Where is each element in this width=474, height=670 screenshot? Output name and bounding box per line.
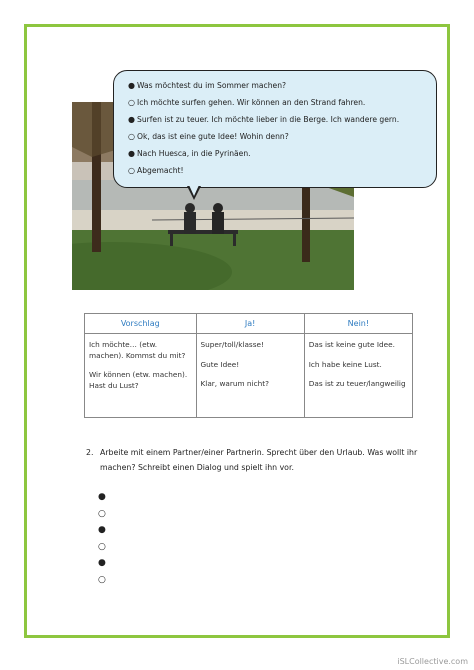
answer-bullet: ○ xyxy=(98,541,106,552)
speech-bubble-tail-fill xyxy=(189,185,199,196)
phrase: Gute Idee! xyxy=(200,359,240,369)
dialog-line: ○ Ich möchte surfen gehen. Wir können an den Strand fahren. xyxy=(128,98,366,107)
phrase: Super/toll/klasse! xyxy=(200,340,264,349)
dialog-line: ● Was möchtest du im Sommer machen? xyxy=(128,81,287,90)
answer-bullet: ● xyxy=(98,525,106,535)
answer-bullet: ● xyxy=(98,492,106,502)
phrase: Klar, warum nicht? xyxy=(200,379,269,389)
cell-ja xyxy=(196,334,304,418)
header-nein: Nein! xyxy=(304,314,412,334)
phrase: Das ist zu teuer/langweilig xyxy=(308,379,406,389)
answer-bullet: ○ xyxy=(98,574,106,585)
dialog-line: ● Surfen ist zu teuer. Ich möchte lieber in die Berge. Ich wandere gern. xyxy=(128,115,400,124)
phrase: Wir können (etw. machen). Hast du Lust? xyxy=(89,370,188,390)
answer-bullet: ○ xyxy=(98,508,106,519)
answer-bullet-list xyxy=(98,492,106,591)
cell-nein xyxy=(304,334,412,418)
phrase: Ich möchte… (etw. machen). Kommst du mit? xyxy=(89,340,186,360)
task-number: 2. xyxy=(86,448,94,457)
dialog-line: ○ Ok, das ist eine gute Idee! Wohin denn? xyxy=(128,132,289,141)
phrase: Das ist keine gute Idee. xyxy=(308,340,395,349)
answer-bullet: ● xyxy=(98,558,106,568)
dialog-line: ○ Abgemacht! xyxy=(128,166,184,175)
cell-vorschlag xyxy=(85,334,197,418)
header-ja: Ja! xyxy=(196,314,304,334)
header-vorschlag: Vorschlag xyxy=(85,314,197,334)
phrases-table xyxy=(84,313,413,418)
phrase: Ich habe keine Lust. xyxy=(308,359,382,369)
dialog-line: ● Nach Huesca, in die Pyrinäen. xyxy=(128,149,251,158)
task-2 xyxy=(86,445,426,475)
watermark: iSLCollective.com xyxy=(397,657,468,666)
task-text: Arbeite mit einem Partner/einer Partnerin. Sprecht über den Urlaub. Was wollt ihr machen? Schreibt einen Dialog und spielt ihn vor. xyxy=(100,448,418,473)
